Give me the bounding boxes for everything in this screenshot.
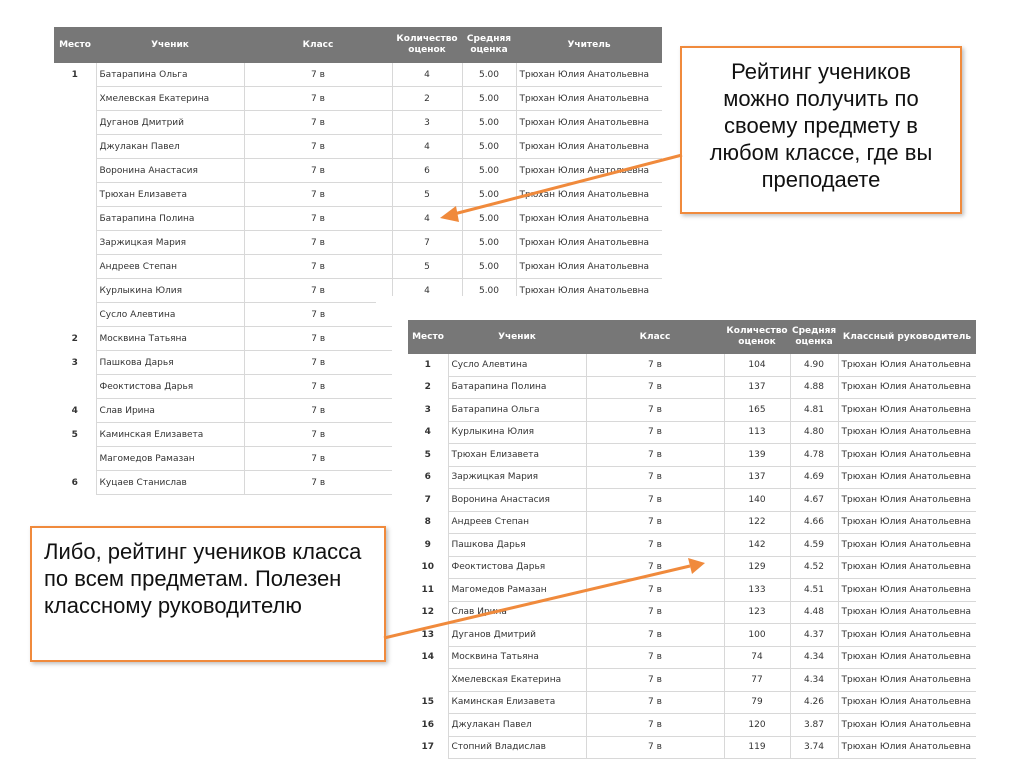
class-cell: 7 в [586, 736, 724, 759]
student-cell: Заржицкая Мария [448, 466, 586, 489]
teacher-cell: Трюхан Юлия Анатольевна [838, 399, 976, 422]
average-cell: 5.00 [462, 255, 516, 279]
grade-count-cell: 120 [724, 714, 790, 737]
grade-count-cell: 2 [392, 87, 462, 111]
grade-count-cell: 165 [724, 399, 790, 422]
student-cell: Стопний Владислав [448, 736, 586, 759]
student-cell: Слав Ирина [96, 399, 244, 423]
average-cell: 4.51 [790, 579, 838, 602]
class-cell: 7 в [244, 447, 392, 471]
grade-count-cell: 79 [724, 691, 790, 714]
place-cell: 4 [71, 405, 78, 416]
grade-count-cell: 4 [392, 207, 462, 231]
grade-count-cell: 104 [724, 354, 790, 376]
student-cell: Слав Ирина [448, 601, 586, 624]
class-cell: 7 в [244, 63, 392, 87]
student-cell: Сусло Алевтина [448, 354, 586, 376]
place-cell: 8 [424, 517, 431, 528]
place-cell: 13 [421, 629, 435, 640]
student-cell: Курлыкина Юлия [448, 421, 586, 444]
place-cell: 1 [424, 360, 431, 370]
col-header-grade-count[interactable]: Количество оценок [392, 27, 462, 63]
average-cell: 4.34 [790, 646, 838, 669]
grade-count-cell: 133 [724, 579, 790, 602]
class-cell: 7 в [244, 135, 392, 159]
place-cell: 6 [71, 477, 78, 488]
average-cell: 3.87 [790, 714, 838, 737]
student-cell: Батарапина Полина [96, 207, 244, 231]
class-cell: 7 в [244, 207, 392, 231]
grade-count-cell: 139 [724, 444, 790, 467]
class-cell: 7 в [586, 354, 724, 376]
student-cell: Трюхан Елизавета [448, 444, 586, 467]
class-cell: 7 в [244, 471, 392, 495]
average-cell: 5.00 [462, 63, 516, 87]
student-cell: Воронина Анастасия [96, 159, 244, 183]
place-cell: 2 [71, 333, 78, 344]
place-cell: 11 [421, 584, 435, 595]
student-cell: Каминская Елизавета [448, 691, 586, 714]
teacher-cell: Трюхан Юлия Анатольевна [516, 207, 662, 231]
student-cell: Пашкова Дарья [448, 534, 586, 557]
class-cell: 7 в [586, 556, 724, 579]
class-cell: 7 в [244, 159, 392, 183]
average-cell: 4.26 [790, 691, 838, 714]
class-cell: 7 в [586, 376, 724, 399]
grade-count-cell: 123 [724, 601, 790, 624]
student-cell: Батарапина Ольга [96, 63, 244, 87]
class-cell: 7 в [586, 714, 724, 737]
student-cell: Батарапина Полина [448, 376, 586, 399]
average-cell: 5.00 [462, 87, 516, 111]
place-cell: 10 [421, 562, 435, 573]
teacher-cell: Трюхан Юлия Анатольевна [838, 354, 976, 376]
col-header-place[interactable]: Место [54, 27, 96, 63]
col-header-average[interactable]: Средняя оценка [462, 27, 516, 63]
student-cell: Андреев Степан [96, 255, 244, 279]
grade-count-cell: 3 [392, 111, 462, 135]
teacher-cell: Трюхан Юлия Анатольевна [516, 279, 662, 303]
callout-class-rating: Либо, рейтинг учеников класса по всем предметам. Полезен классному руководителю [30, 526, 386, 662]
grade-count-cell: 113 [724, 421, 790, 444]
arrowhead-table2 [688, 558, 705, 574]
arrow-to-table2 [384, 566, 690, 638]
class-cell: 7 в [586, 646, 724, 669]
col-header-average[interactable]: Средняя оценка [790, 320, 838, 354]
col-header-place[interactable]: Место [408, 320, 448, 354]
student-cell: Курлыкина Юлия [96, 279, 244, 303]
class-cell: 7 в [586, 444, 724, 467]
grade-count-cell: 100 [724, 624, 790, 647]
col-header-student[interactable]: Ученик [448, 320, 586, 354]
average-cell: 5.00 [462, 111, 516, 135]
average-cell: 4.88 [790, 376, 838, 399]
class-cell: 7 в [586, 399, 724, 422]
teacher-cell: Трюхан Юлия Анатольевна [516, 111, 662, 135]
student-cell: Пашкова Дарья [96, 351, 244, 375]
teacher-cell: Трюхан Юлия Анатольевна [838, 511, 976, 534]
teacher-cell: Трюхан Юлия Анатольевна [838, 421, 976, 444]
class-cell: 7 в [244, 351, 392, 375]
teacher-cell: Трюхан Юлия Анатольевна [516, 87, 662, 111]
average-cell: 5.00 [462, 183, 516, 207]
student-cell: Москвина Татьяна [96, 327, 244, 351]
grade-count-cell: 4 [392, 135, 462, 159]
place-cell: 5 [71, 429, 78, 440]
arrowhead-table1 [440, 206, 459, 222]
student-cell: Джулакан Павел [448, 714, 586, 737]
class-cell: 7 в [586, 466, 724, 489]
average-cell: 4.37 [790, 624, 838, 647]
teacher-cell: Трюхан Юлия Анатольевна [838, 691, 976, 714]
student-cell: Джулакан Павел [96, 135, 244, 159]
teacher-cell: Трюхан Юлия Анатольевна [838, 444, 976, 467]
teacher-cell: Трюхан Юлия Анатольевна [838, 646, 976, 669]
teacher-cell: Трюхан Юлия Анатольевна [516, 63, 662, 87]
teacher-cell: Трюхан Юлия Анатольевна [838, 624, 976, 647]
class-cell: 7 в [244, 183, 392, 207]
class-cell: 7 в [244, 255, 392, 279]
col-header-teacher[interactable]: Учитель [516, 27, 662, 63]
student-cell: Сусло Алевтина [96, 303, 244, 327]
student-cell: Трюхан Елизавета [96, 183, 244, 207]
student-cell: Хмелевская Екатерина [96, 87, 244, 111]
class-cell: 7 в [586, 691, 724, 714]
average-cell: 5.00 [462, 279, 516, 303]
class-cell: 7 в [244, 399, 392, 423]
class-cell: 7 в [586, 489, 724, 512]
class-cell: 7 в [244, 303, 392, 327]
grade-count-cell: 4 [392, 279, 462, 303]
student-cell: Каминская Елизавета [96, 423, 244, 447]
class-cell: 7 в [586, 624, 724, 647]
teacher-cell: Трюхан Юлия Анатольевна [516, 135, 662, 159]
place-cell: 16 [421, 719, 435, 730]
average-cell: 4.48 [790, 601, 838, 624]
grade-count-cell: 6 [392, 159, 462, 183]
col-header-grade-count[interactable]: Количество оценок [724, 320, 790, 354]
average-cell: 4.66 [790, 511, 838, 534]
average-cell: 5.00 [462, 207, 516, 231]
teacher-cell: Трюхан Юлия Анатольевна [838, 466, 976, 489]
class-cell: 7 в [586, 421, 724, 444]
teacher-cell: Трюхан Юлия Анатольевна [838, 714, 976, 737]
teacher-cell: Трюхан Юлия Анатольевна [516, 231, 662, 255]
grade-count-cell: 137 [724, 376, 790, 399]
class-cell: 7 в [586, 601, 724, 624]
average-cell: 4.52 [790, 556, 838, 579]
average-cell: 5.00 [462, 159, 516, 183]
student-cell: Воронина Анастасия [448, 489, 586, 512]
average-cell: 4.34 [790, 669, 838, 692]
average-cell: 4.69 [790, 466, 838, 489]
grade-count-cell: 4 [392, 63, 462, 87]
teacher-cell: Трюхан Юлия Анатольевна [838, 376, 976, 399]
teacher-cell: Трюхан Юлия Анатольевна [838, 736, 976, 759]
class-cell: 7 в [586, 579, 724, 602]
teacher-cell: Трюхан Юлия Анатольевна [516, 159, 662, 183]
class-cell: 7 в [244, 375, 392, 399]
grade-count-cell: 5 [392, 255, 462, 279]
student-cell: Магомедов Рамазан [448, 579, 586, 602]
student-cell: Дуганов Дмитрий [96, 111, 244, 135]
place-cell: 6 [424, 472, 431, 483]
place-cell: 15 [421, 697, 435, 708]
class-cell: 7 в [586, 669, 724, 692]
place-cell: 7 [424, 494, 431, 505]
average-cell: 4.80 [790, 421, 838, 444]
teacher-cell: Трюхан Юлия Анатольевна [838, 489, 976, 512]
average-cell: 4.90 [790, 354, 838, 376]
col-header-student[interactable]: Ученик [96, 27, 244, 63]
place-cell: 14 [421, 652, 435, 663]
average-cell: 5.00 [462, 231, 516, 255]
student-cell: Куцаев Станислав [96, 471, 244, 495]
class-cell: 7 в [244, 423, 392, 447]
average-cell: 4.78 [790, 444, 838, 467]
teacher-cell: Трюхан Юлия Анатольевна [838, 669, 976, 692]
place-cell: 5 [424, 449, 431, 460]
class-cell: 7 в [586, 534, 724, 557]
class-cell: 7 в [586, 511, 724, 534]
place-cell: 2 [424, 382, 431, 393]
student-cell: Феоктистова Дарья [448, 556, 586, 579]
grade-count-cell: 142 [724, 534, 790, 557]
grade-count-cell: 7 [392, 231, 462, 255]
grade-count-cell: 74 [724, 646, 790, 669]
teacher-cell: Трюхан Юлия Анатольевна [516, 183, 662, 207]
class-cell: 7 в [244, 87, 392, 111]
grade-count-cell: 77 [724, 669, 790, 692]
arrow-to-table1 [454, 155, 682, 214]
student-cell: Хмелевская Екатерина [448, 669, 586, 692]
place-cell: 17 [421, 742, 435, 753]
callout-subject-rating: Рейтинг учеников можно получить по своему предмету в любом классе, где вы преподаете [680, 46, 962, 214]
teacher-cell: Трюхан Юлия Анатольевна [838, 534, 976, 557]
place-cell: 4 [424, 427, 431, 438]
place-cell: 3 [71, 357, 78, 368]
grade-count-cell: 129 [724, 556, 790, 579]
class-cell: 7 в [244, 111, 392, 135]
teacher-cell: Трюхан Юлия Анатольевна [838, 556, 976, 579]
average-cell: 4.59 [790, 534, 838, 557]
col-header-class-teacher[interactable]: Классный руководитель [838, 320, 976, 354]
student-cell: Заржицкая Мария [96, 231, 244, 255]
student-cell: Дуганов Дмитрий [448, 624, 586, 647]
student-cell: Андреев Степан [448, 511, 586, 534]
grade-count-cell: 137 [724, 466, 790, 489]
class-cell: 7 в [244, 279, 392, 303]
student-cell: Батарапина Ольга [448, 399, 586, 422]
grade-count-cell: 140 [724, 489, 790, 512]
average-cell: 4.81 [790, 399, 838, 422]
teacher-cell: Трюхан Юлия Анатольевна [838, 579, 976, 602]
student-cell: Магомедов Рамазан [96, 447, 244, 471]
average-cell: 4.67 [790, 489, 838, 512]
average-cell: 5.00 [462, 135, 516, 159]
student-cell: Москвина Татьяна [448, 646, 586, 669]
student-cell: Феоктистова Дарья [96, 375, 244, 399]
col-header-class[interactable]: Класс [586, 320, 724, 354]
grade-count-cell: 119 [724, 736, 790, 759]
place-cell: 9 [424, 539, 431, 550]
grade-count-cell: 5 [392, 183, 462, 207]
class-cell: 7 в [244, 327, 392, 351]
place-cell: 12 [421, 607, 435, 618]
col-header-class[interactable]: Класс [244, 27, 392, 63]
average-cell: 3.74 [790, 736, 838, 759]
place-cell: 3 [424, 404, 431, 415]
class-cell: 7 в [244, 231, 392, 255]
teacher-cell: Трюхан Юлия Анатольевна [516, 255, 662, 279]
grade-count-cell: 122 [724, 511, 790, 534]
teacher-cell: Трюхан Юлия Анатольевна [838, 601, 976, 624]
place-cell: 1 [71, 69, 78, 80]
